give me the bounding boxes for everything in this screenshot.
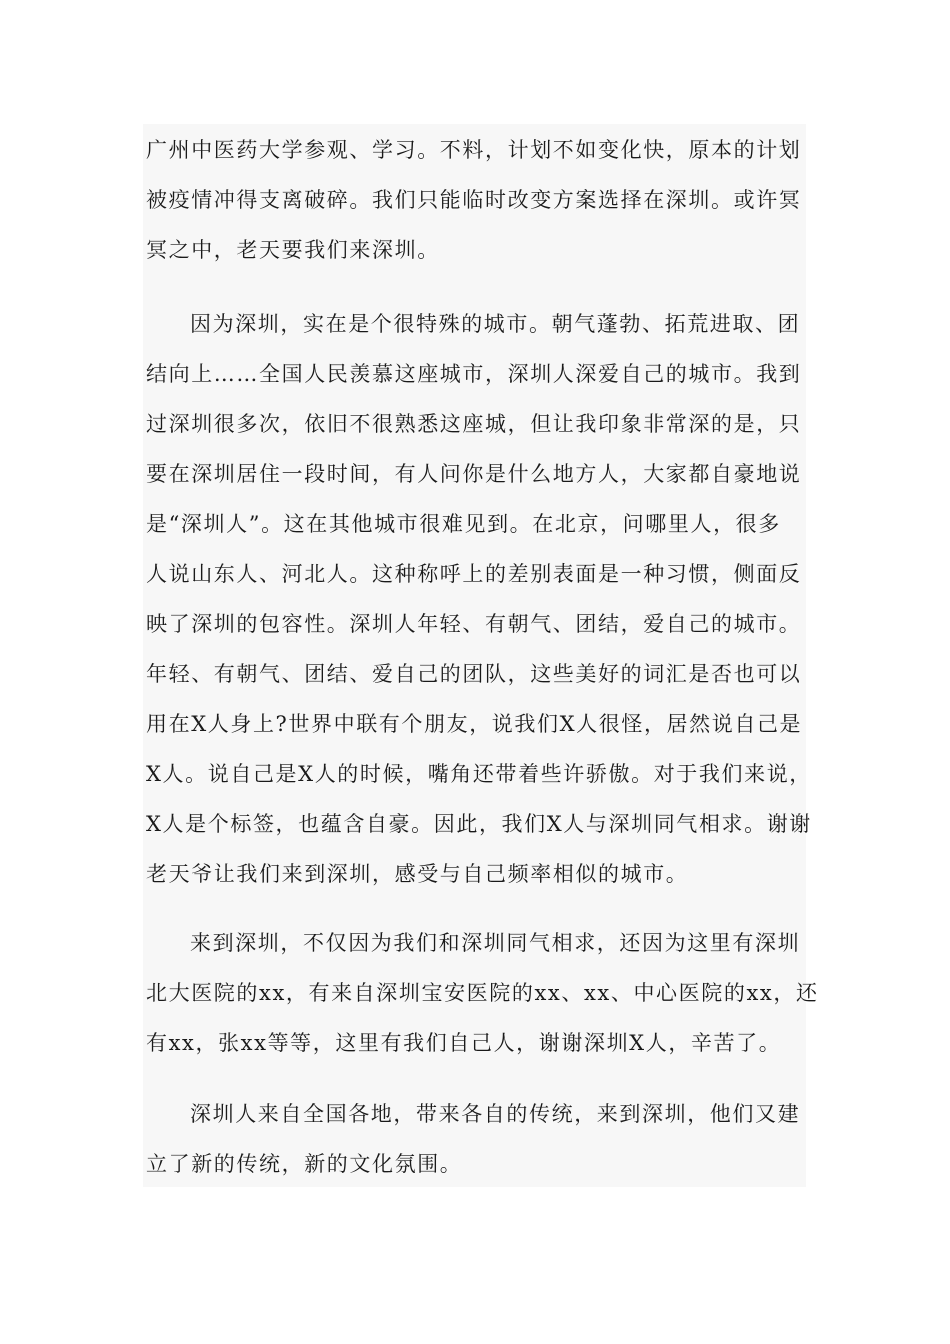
- paragraph-line: 人说山东人、河北人。这种称呼上的差别表面是一种习惯，侧面反: [146, 562, 802, 586]
- paragraph-line: 被疫情冲得支离破碎。我们只能临时改变方案选择在深圳。或许冥: [146, 188, 802, 212]
- paragraph-line: 广州中医药大学参观、学习。不料，计划不如变化快，原本的计划: [146, 138, 802, 162]
- paragraph-line: 老天爷让我们来到深圳，感受与自己频率相似的城市。: [146, 862, 689, 886]
- paragraph-line: 映了深圳的包容性。深圳人年轻、有朝气、团结，爱自己的城市。: [146, 612, 802, 636]
- paragraph-line: 因为深圳，实在是个很特殊的城市。朝气蓬勃、拓荒进取、团: [190, 312, 801, 336]
- paragraph-line: 北大医院的xx，有来自深圳宝安医院的xx、xx、中心医院的xx，还: [146, 981, 819, 1005]
- paragraph-line: 过深圳很多次，依旧不很熟悉这座城，但让我印象非常深的是，只: [146, 412, 802, 436]
- paragraph-line: 来到深圳，不仅因为我们和深圳同气相求，还因为这里有深圳: [190, 931, 801, 955]
- paragraph-3: [146, 918, 819, 1068]
- paragraph-2: [146, 299, 812, 899]
- paragraph-line: X人。说自己是X人的时候，嘴角还带着些许骄傲。对于我们来说，: [146, 762, 812, 786]
- paragraph-line: 冥之中，老天要我们来深圳。: [146, 238, 440, 262]
- paragraph-line: 年轻、有朝气、团结、爱自己的团队，这些美好的词汇是否也可以: [146, 662, 802, 686]
- paragraph-line: 用在X人身上?世界中联有个朋友，说我们X人很怪，居然说自己是: [146, 712, 803, 736]
- paragraph-line: X人是个标签，也蕴含自豪。因此，我们X人与深圳同气相求。谢谢: [146, 812, 812, 836]
- paragraph-line: 结向上……全国人民羡慕这座城市，深圳人深爱自己的城市。我到: [146, 362, 802, 386]
- paragraph-4: [146, 1089, 806, 1189]
- paragraph-line: 深圳人来自全国各地，带来各自的传统，来到深圳，他们又建: [190, 1102, 801, 1126]
- paragraph-line: 立了新的传统，新的文化氛围。: [146, 1152, 463, 1176]
- paragraph-line: 要在深圳居住一段时间，有人问你是什么地方人，大家都自豪地说: [146, 462, 802, 486]
- paragraph-1: [146, 125, 806, 275]
- paragraph-line: 有xx，张xx等等，这里有我们自己人，谢谢深圳X人，辛苦了。: [146, 1031, 782, 1055]
- paragraph-line: 是“深圳人”。这在其他城市很难见到。在北京，问哪里人，很多: [146, 512, 781, 536]
